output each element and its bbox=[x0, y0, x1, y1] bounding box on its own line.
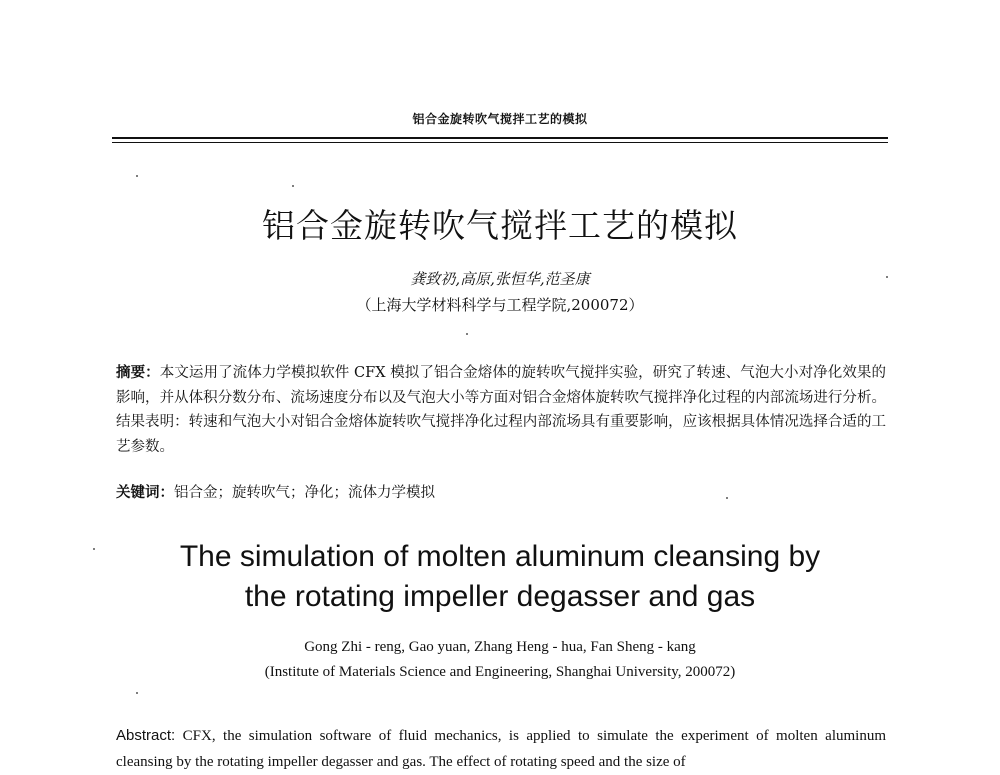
header-rule-thick bbox=[112, 137, 888, 139]
scan-speck bbox=[292, 185, 294, 187]
english-affiliation: (Institute of Materials Science and Engineering, Shanghai University, 200072) bbox=[264, 664, 736, 680]
header-rule-thin bbox=[112, 142, 888, 143]
english-abstract-text: CFX, the simulation software of fluid mechanics, is applied to simulate the experiment of molten aluminum cleansing by the rotating impeller degasser and gas. The effect of rotating speed and the size of bbox=[116, 728, 886, 770]
chinese-abstract-label: 摘要： bbox=[116, 365, 160, 381]
english-title-line-2: the rotating impeller degasser and gas bbox=[244, 580, 756, 613]
chinese-keywords-text: 铝合金；旋转吹气；净化；流体力学模拟 bbox=[174, 485, 435, 501]
chinese-authors: 龚致礽,高原,张恒华,范圣康 bbox=[410, 270, 590, 288]
english-title-line-1: The simulation of molten aluminum cleansing by bbox=[179, 540, 821, 573]
english-abstract bbox=[116, 723, 886, 775]
chinese-keywords-label: 关键词： bbox=[116, 485, 174, 501]
scan-speck bbox=[136, 692, 138, 694]
chinese-affiliation: （上海大学材料科学与工程学院,200072） bbox=[356, 296, 644, 314]
chinese-abstract-text: 本文运用了流体力学模拟软件 CFX 模拟了铝合金熔体的旋转吹气搅拌实验，研究了转速、气泡大小对净化效果的影响，并从体积分数分布、流场速度分布以及气泡大小等方面对铝合金熔体旋转吹气搅拌净化过程的内部流场进行分析。结果表明：转速和气泡大小对铝合金熔体旋转吹气搅拌净化过程内部流场具有重要影响，应该根据具体情况选择合适的工艺参数。 bbox=[116, 365, 887, 455]
english-authors: Gong Zhi - reng, Gao yuan, Zhang Heng - hua, Fan Sheng - kang bbox=[304, 639, 696, 655]
chinese-title: 铝合金旋转吹气搅拌工艺的模拟 bbox=[262, 206, 738, 245]
scan-speck bbox=[466, 333, 468, 335]
chinese-abstract bbox=[116, 361, 886, 459]
running-header: 铝合金旋转吹气搅拌工艺的模拟 bbox=[412, 112, 588, 126]
chinese-keywords bbox=[116, 482, 886, 504]
scan-speck bbox=[136, 175, 138, 177]
english-title bbox=[0, 537, 1000, 617]
english-abstract-label: Abstract: bbox=[116, 727, 176, 744]
